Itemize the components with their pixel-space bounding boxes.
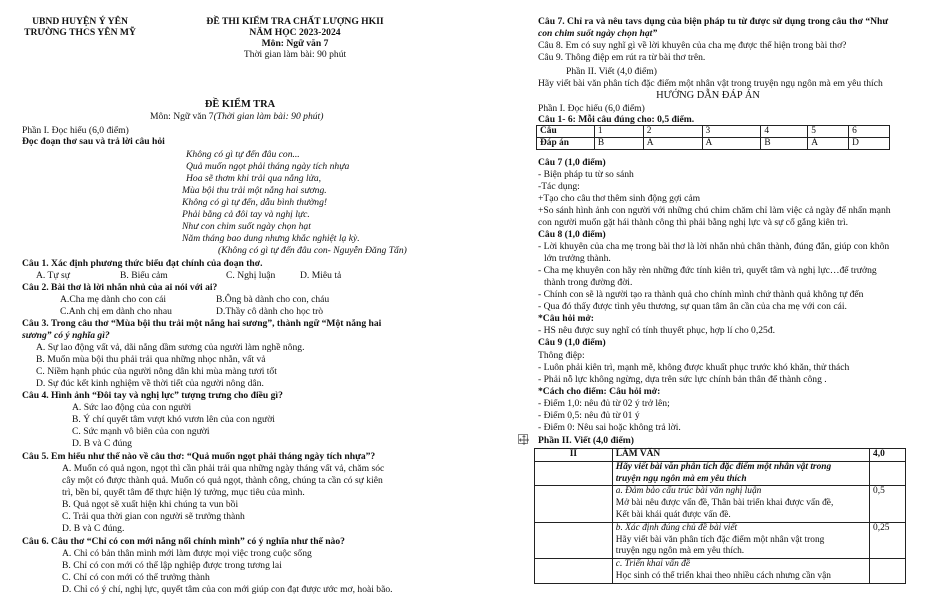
- poem-line: Quả muốn ngọt phải tháng ngày tích nhựa: [186, 161, 350, 172]
- table-cell: 3: [702, 126, 761, 138]
- option: B. Biểu cảm: [120, 270, 168, 281]
- table-cell: B: [594, 138, 643, 150]
- option-continued: trì, bền bỉ, quyết tâm để thực hiện lý tưởng, mục tiêu của mình.: [62, 487, 305, 498]
- rubric-score: 0,5: [870, 486, 906, 522]
- part1-title: Phần I. Đọc hiểu (6,0 điểm): [22, 125, 129, 136]
- option: D. Chỉ có ý chí, nghị lực, quyết tâm của con mới giúp con đạt được ước mơ, hoài bão.: [62, 584, 393, 595]
- guide-part2: Phần II. Viết (4,0 điểm): [538, 435, 634, 446]
- option: A. Sự lao động vất vả, dãi nắng dầm sương của người làm nghề nông.: [36, 342, 305, 353]
- rubric-line: b. Xác định đúng chủ đề bài viết: [615, 522, 738, 533]
- rubric-head-cell: LÀM VĂN: [612, 449, 869, 462]
- c8-line: - Cha mẹ khuyên con hãy rèn những đức tính kiên trì, quyết tâm và nghị lực…để trưởng: [538, 265, 877, 276]
- c8-line: lớn trưởng thành.: [544, 253, 611, 264]
- question-7-line1: Câu 7. Chỉ ra và nêu tavs dụng của biện pháp tu từ được sử dụng trong câu thơ “Như: [538, 16, 889, 27]
- exam-subject: Môn: Ngữ văn 7: [261, 38, 329, 49]
- rubric-score: 0,25: [870, 522, 906, 558]
- rubric-score: [870, 559, 906, 584]
- guide-q1-6: Câu 1- 6: Mỗi câu đúng cho: 0,5 điểm.: [538, 114, 695, 125]
- table-cell: 2: [643, 126, 702, 138]
- option: B. Chỉ có con mới có thể lập nghiệp được trong tương lai: [62, 560, 282, 571]
- option: D.Thầy cô dành cho học trò: [216, 306, 324, 317]
- c7-line: +Tạo cho câu thơ thêm sinh động gợi cảm: [538, 193, 701, 204]
- table-cell: 4: [761, 126, 808, 138]
- question-8: Câu 8. Em có suy nghĩ gì về lời khuyên của cha mẹ được thể hiện trong bài thơ?: [538, 40, 847, 51]
- exam-title: ĐỀ THI KIỂM TRA CHẤT LƯỢNG HKII: [206, 16, 384, 27]
- option: C. Niềm hạnh phúc của người nông dân khi mùa màng tươi tốt: [36, 366, 277, 377]
- guide-part1: Phần I. Đọc hiểu (6,0 điểm): [538, 103, 645, 114]
- table-row: [535, 461, 906, 486]
- de-subject-time: (Thời gian làm bài: 90 phút): [213, 111, 324, 122]
- rubric-table: [534, 448, 906, 584]
- rubric-cell: [612, 461, 869, 486]
- table-cell: 1: [594, 126, 643, 138]
- exam-time: Thời gian làm bài: 90 phút: [243, 49, 347, 60]
- note2-line: - Điểm 0,5: nêu đủ từ 01 ý: [538, 410, 640, 421]
- c7-line: con người muốn gặt hái thành công thì phải bằng nghị lực và sự cố gắng kiên trì.: [538, 217, 849, 228]
- c7-line: -Tác dụng:: [538, 181, 580, 192]
- c7-title: Câu 7 (1,0 điểm): [538, 157, 606, 168]
- option: A. Sức lao động của con người: [72, 402, 192, 413]
- table-head-cell: Câu: [537, 126, 595, 138]
- table-row: [535, 449, 906, 462]
- c8-line: - Qua đó thấy được tình yêu thương, sự quan tâm ân cần của cha mẹ với con cái.: [538, 301, 847, 312]
- school-year: NĂM HỌC 2023-2024: [249, 27, 341, 38]
- question-1: Câu 1. Xác định phương thức biểu đạt chính của đoạn thơ.: [22, 258, 263, 269]
- table-cell: A: [643, 138, 702, 150]
- reading-instruction: Đọc đoạn thơ sau và trả lời câu hỏi: [22, 136, 165, 147]
- rubric-cell: [535, 486, 613, 522]
- rubric-cell: [535, 461, 613, 486]
- option: A. Tự sự: [36, 270, 70, 281]
- option: D. B và C đúng: [72, 438, 132, 449]
- option: C. Chỉ có con mới có thể trưởng thành: [62, 572, 210, 583]
- poem-line: Năm tháng bao dung nhưng khắc nghiệt lạ kỳ.: [182, 233, 360, 244]
- de-subject: [150, 111, 323, 123]
- table-cell: A: [702, 138, 761, 150]
- question-4: Câu 4. Hình ảnh “Đôi tay và nghị lực” tượng trưng cho điều gì?: [22, 390, 283, 401]
- option: B.Ông bà dành cho con, cháu: [216, 294, 330, 305]
- table-cell: 6: [849, 126, 890, 138]
- table-head-cell: Đáp án: [537, 138, 595, 150]
- answer-table: [536, 125, 890, 150]
- rubric-cell: [535, 522, 613, 558]
- guide-title: HƯỚNG DẪN ĐÁP ÁN: [656, 90, 760, 101]
- rubric-line: Kết bài khái quát được vấn đề.: [615, 509, 731, 520]
- c9-title: Câu 9 (1,0 điểm): [538, 337, 606, 348]
- rubric-cell: [535, 559, 613, 584]
- poem-line: Phải bằng cả đôi tay và nghị lực.: [182, 209, 310, 220]
- option: C.Anh chị em dành cho nhau: [60, 306, 172, 317]
- poem-line: Như con chim suốt ngày chọn hạt: [182, 221, 311, 232]
- poem-line: Không có gì tự đến đâu con...: [186, 149, 300, 160]
- org-line-2: TRƯỜNG THCS YÊN MỸ: [24, 27, 136, 38]
- table-cell: A: [808, 138, 849, 150]
- q2-options-row1: [0, 294, 480, 306]
- note1-title: *Câu hỏi mở:: [538, 313, 594, 324]
- option: C. Trải qua thời gian con người sẽ trưởng thành: [62, 511, 245, 522]
- option: A. Chỉ có bản thân mình mới làm được mọi việc trong cuộc sống: [62, 548, 312, 559]
- c8-line: - Chính con sẽ là người tạo ra thành quả cho chính mình chứ thành quả không tự đến: [538, 289, 864, 300]
- part2-title: Phần II. Viết (4,0 điểm): [566, 66, 657, 77]
- table-cell: D: [849, 138, 890, 150]
- move-icon[interactable]: [518, 434, 528, 444]
- rubric-line: a. Đảm bảo cấu trúc bài văn nghị luận: [615, 486, 762, 497]
- rubric-head-cell: II: [535, 449, 613, 462]
- option: B. Quả ngọt sẽ xuất hiện khi chúng ta vun bồi: [62, 499, 239, 510]
- c8-line: thành trong đường đời.: [544, 277, 633, 288]
- q1-options: [0, 270, 480, 282]
- poem-line: Mùa bội thu trải một nắng hai sương.: [182, 185, 327, 196]
- de-title: ĐỀ KIỂM TRA: [204, 99, 276, 110]
- part2-task: Hãy viết bài văn phân tích đặc điểm một nhân vật trong truyện ngụ ngôn mà em yêu thích: [538, 78, 883, 89]
- rubric-line: Học sinh có thể triển khai theo nhiều cách nhưng cần vận: [615, 570, 831, 581]
- c9-line: - Phải nỗ lực không ngừng, dựa trên sức lực chính bản thân để thành công .: [538, 374, 827, 385]
- move-arrows-icon: [519, 435, 529, 445]
- question-9: Câu 9. Thông điệp em rút ra từ bài thơ trên.: [538, 52, 706, 63]
- table-cell: 5: [808, 126, 849, 138]
- c8-title: Câu 8 (1,0 điểm): [538, 229, 606, 240]
- question-6: Câu 6. Câu thơ “Chỉ có con mới nắng nối chính mình” có ý nghĩa như thế nào?: [22, 536, 345, 547]
- option: D. Miêu tả: [300, 270, 342, 281]
- table-row: [535, 559, 906, 584]
- table-row: [537, 126, 890, 138]
- question-5: Câu 5. Em hiểu như thế nào về câu thơ: “Quả muốn ngọt phải tháng ngày tích nhựa”?: [22, 451, 376, 462]
- option: D. B và C đúng.: [62, 523, 125, 534]
- note2-title: *Cách cho điểm: Câu hỏi mở:: [538, 386, 661, 397]
- c8-line: - Lời khuyên của cha mẹ trong bài thơ là lời nhắn nhủ chân thành, đúng đắn, giúp con khôn: [538, 241, 890, 252]
- table-cell: B: [761, 138, 808, 150]
- option: A. Muốn có quả ngon, ngọt thì cần phải trải qua những ngày tháng vất vả, chăm sóc: [62, 463, 385, 474]
- poem-line: Không có gì tự đến, dẫu bình thường!: [182, 197, 328, 208]
- c7-line: - Biện pháp tu từ so sánh: [538, 169, 634, 180]
- q2-options-row2: [0, 306, 480, 318]
- option: D. Sự đúc kết kinh nghiệm về thời tiết của người nông dân.: [36, 378, 264, 389]
- question-3-line2: sương” có ý nghĩa gì?: [22, 330, 110, 341]
- rubric-cell: [612, 559, 869, 584]
- de-subject-prefix: Môn: Ngữ văn 7: [150, 111, 214, 122]
- note1-line: - HS nêu được suy nghĩ có tính thuyết phục, hợp lí cho 0,25đ.: [538, 325, 776, 336]
- rubric-line: truyện ngụ ngôn mà em yêu thích: [615, 473, 747, 484]
- table-row: [535, 522, 906, 558]
- c7-line: +So sánh hình ảnh con người với những chú chim chăm chỉ làm việc cả ngày để nhấn mạnh: [538, 205, 891, 216]
- option-continued: cây một có được thành quả. Muốn có quả ngọt, thành công, chúng ta cần có sự kiên: [62, 475, 383, 486]
- rubric-cell: [612, 486, 869, 522]
- table-row: [535, 486, 906, 522]
- table-row: [537, 138, 890, 150]
- question-7-line2: con chim suốt ngày chọn hạt”: [538, 28, 658, 39]
- option: B. Muốn mùa bội thu phải trải qua những nhọc nhằn, vất vả: [36, 354, 266, 365]
- poem-source: (Không có gì tự đến đâu con- Nguyễn Đăng Tấn): [218, 245, 407, 256]
- option: A.Cha mẹ dành cho con cái: [60, 294, 167, 305]
- right-column: [482, 0, 950, 607]
- note2-line: - Điểm 0: Nêu sai hoặc không trả lời.: [538, 422, 681, 433]
- rubric-line: Hãy viết bài văn phân tích đặc điểm một nhân vật trong: [615, 534, 825, 545]
- question-3-line1: Câu 3. Trong câu thơ “Mùa bội thu trải một nắng hai sương”, thành ngữ “Một nắng hai: [22, 318, 382, 329]
- rubric-line: truyện ngụ ngôn mà em yêu thích.: [615, 546, 745, 557]
- option: C. Nghị luận: [226, 270, 276, 281]
- c9-line: Thông điệp:: [538, 350, 585, 361]
- note2-line: - Điểm 1,0: nêu đủ từ 02 ý trở lên;: [538, 398, 670, 409]
- rubric-line: c. Triển khai vấn đề: [615, 559, 690, 570]
- rubric-line: Hãy viết bài văn phân tích đặc điểm một nhân vật trong: [615, 461, 832, 472]
- poem-line: Hoa sẽ thơm khi trải qua nắng lửa,: [186, 173, 322, 184]
- rubric-cell: [612, 522, 869, 558]
- rubric-head-cell: 4,0: [870, 449, 906, 462]
- org-line-1: UBND HUYỆN Ý YÊN: [32, 16, 128, 27]
- question-2: Câu 2. Bài thơ là lời nhắn nhủ của ai nói với ai?: [22, 282, 218, 293]
- rubric-score: [870, 461, 906, 486]
- option: C. Sức mạnh vô biên của con người: [72, 426, 210, 437]
- c9-line: - Luôn phải kiên trì, mạnh mẽ, không được khuất phục trước khó khăn, thử thách: [538, 362, 850, 373]
- rubric-line: Mở bài nêu được vấn đề, Thân bài triển khai được vấn đề,: [615, 498, 834, 509]
- option: B. Ý chí quyết tâm vượt khó vươn lên của con người: [72, 414, 275, 425]
